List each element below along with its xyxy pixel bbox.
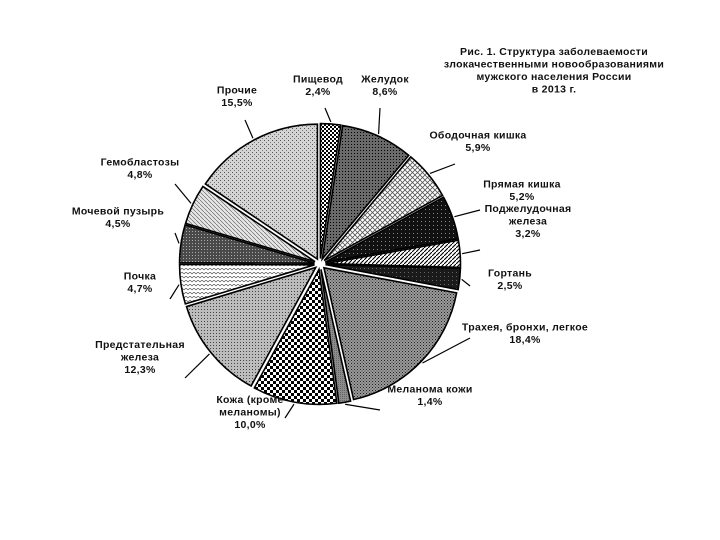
slice-label-13: Гемобластозы 4,8%: [100, 156, 180, 181]
slice-label-12: Мочевой пузырь 4,5%: [71, 205, 165, 230]
leader-line-2: [379, 108, 380, 134]
slice-label-14: Прочие 15,5%: [216, 84, 258, 109]
chart-title: Рис. 1. Структура заболеваемости злокачественными новообразованиями мужского населения России в 2013 г.: [443, 46, 665, 96]
slice-label-2: Желудок 8,6%: [361, 73, 409, 98]
slice-label-9: Кожа (кроме меланомы) 10,0%: [216, 394, 284, 431]
leader-line-5: [462, 250, 480, 254]
leader-line-1: [325, 108, 331, 122]
slice-label-1: Пищевод 2,4%: [292, 73, 344, 98]
slice-label-10: Предстательная железа 12,3%: [95, 339, 185, 376]
leader-line-12: [175, 233, 179, 243]
slice-label-7: Трахея, бронхи, легкое 18,4%: [461, 321, 589, 346]
leader-line-14: [245, 120, 253, 138]
slice-label-8: Меланома кожи 1,4%: [387, 383, 473, 408]
leader-line-9: [285, 404, 294, 418]
slice-label-3: Ободочная кишка 5,9%: [429, 129, 527, 154]
leader-line-13: [175, 184, 191, 203]
slice-label-6: Гортань 2,5%: [488, 267, 532, 292]
slice-label-11: Почка 4,7%: [123, 270, 157, 295]
leader-line-4: [454, 210, 480, 217]
slice-label-4: Прямая кишка 5,2%: [483, 178, 561, 203]
leader-line-3: [430, 164, 455, 173]
leader-line-10: [185, 354, 209, 378]
leader-line-11: [170, 285, 179, 299]
slice-label-5: Поджелудочная железа 3,2%: [484, 203, 572, 240]
leader-line-6: [462, 279, 470, 286]
leader-line-8: [345, 404, 380, 410]
